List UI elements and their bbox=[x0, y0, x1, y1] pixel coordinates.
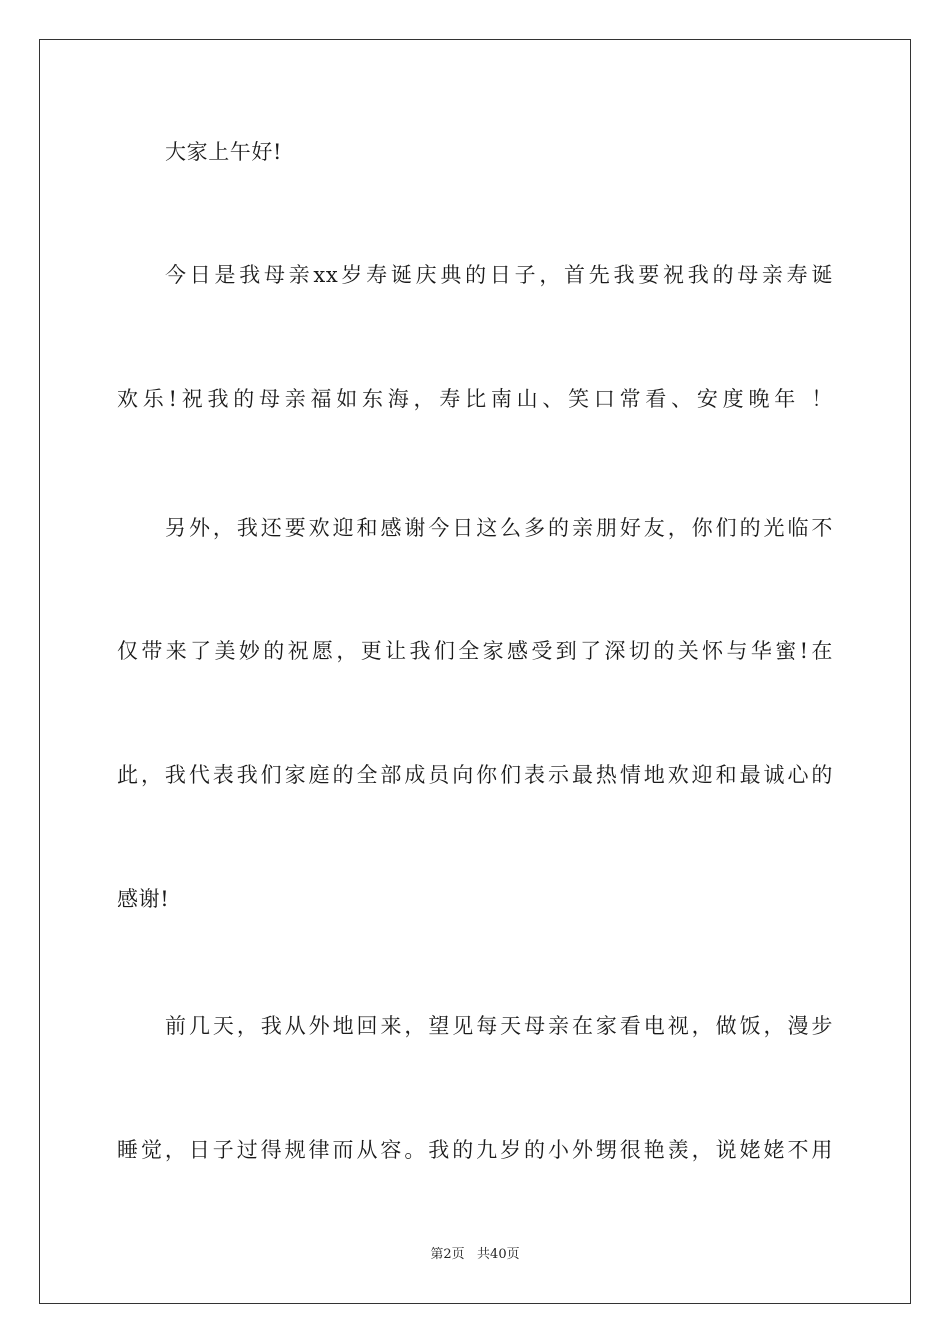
paragraph-1-line-1: 今日是我母亲xx岁寿诞庆典的日子，首先我要祝我的母亲寿诞 bbox=[165, 263, 833, 287]
paragraph-2-line-3: 此，我代表我们家庭的全部成员向你们表示最热情地欢迎和最诚心的 bbox=[117, 763, 833, 787]
paragraph-1-line-2: 欢乐!祝我的母亲福如东海，寿比南山、笑口常看、安度晚年 ！ bbox=[117, 387, 833, 411]
paragraph-3-line-2: 睡觉，日子过得规律而从容。我的九岁的小外甥很艳羡，说姥姥不用 bbox=[117, 1138, 833, 1162]
greeting-line: 大家上午好! bbox=[165, 140, 283, 164]
page-border bbox=[39, 39, 911, 1304]
paragraph-2-line-1: 另外，我还要欢迎和感谢今日这么多的亲朋好友，你们的光临不 bbox=[165, 516, 833, 540]
paragraph-3-line-1: 前几天，我从外地回来，望见每天母亲在家看电视，做饭，漫步 bbox=[165, 1014, 833, 1038]
paragraph-2-line-2: 仅带来了美妙的祝愿，更让我们全家感受到了深切的关怀与华蜜!在 bbox=[117, 639, 833, 663]
paragraph-2-line-4: 感谢! bbox=[117, 887, 170, 911]
page-number-footer: 第2页 共40页 bbox=[430, 1247, 520, 1262]
